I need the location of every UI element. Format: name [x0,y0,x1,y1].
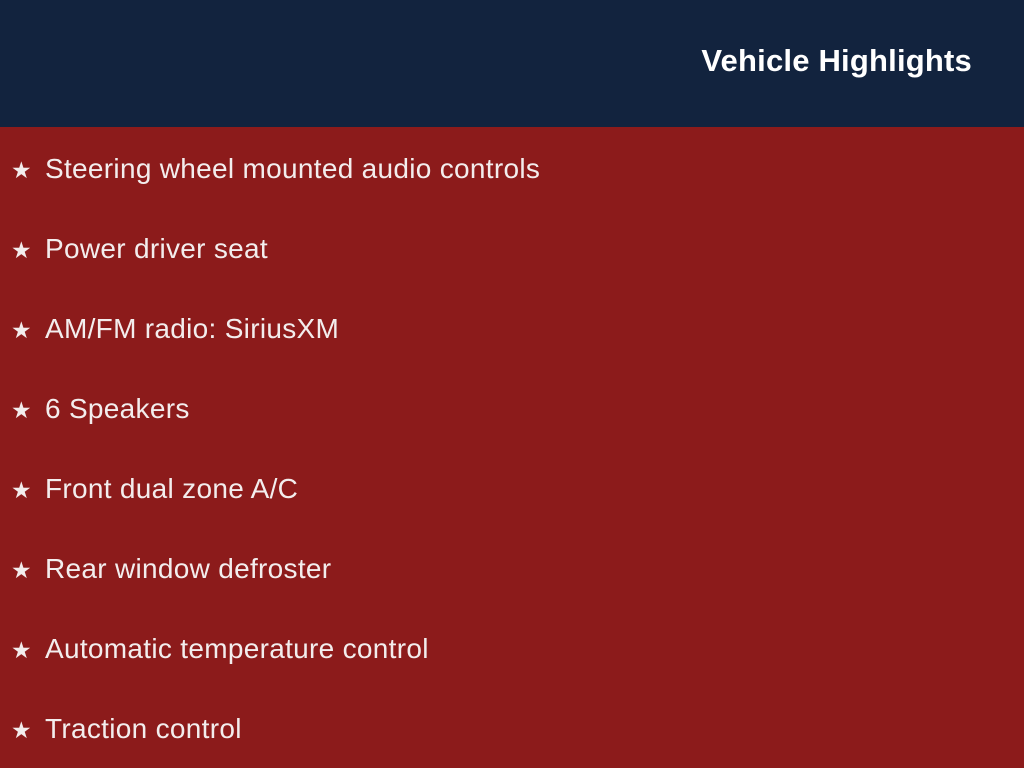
slide-header [0,0,1024,127]
feature-label: Steering wheel mounted audio controls [45,152,541,184]
feature-label: Traction control [45,712,242,744]
star-bullet-icon: ★ [11,716,32,743]
list-item [0,609,1024,689]
feature-list [0,127,1024,769]
feature-label: Rear window defroster [45,552,332,584]
star-bullet-icon: ★ [11,316,32,343]
list-item [0,289,1024,369]
star-bullet-icon: ★ [11,556,32,583]
star-bullet-icon: ★ [11,636,32,663]
list-item [0,129,1024,209]
feature-label: 6 Speakers [45,392,190,424]
feature-label: Automatic temperature control [45,632,429,664]
feature-label: Power driver seat [45,232,268,264]
list-item [0,369,1024,449]
feature-label: Front dual zone A/C [45,472,299,504]
list-item [0,529,1024,609]
star-bullet-icon: ★ [11,396,32,423]
star-bullet-icon: ★ [11,236,32,263]
star-bullet-icon: ★ [11,476,32,503]
page-title: Vehicle Highlights [701,43,972,78]
star-bullet-icon: ★ [11,156,32,183]
list-item [0,449,1024,529]
list-item [0,689,1024,769]
list-item [0,209,1024,289]
feature-label: AM/FM radio: SiriusXM [45,312,340,344]
